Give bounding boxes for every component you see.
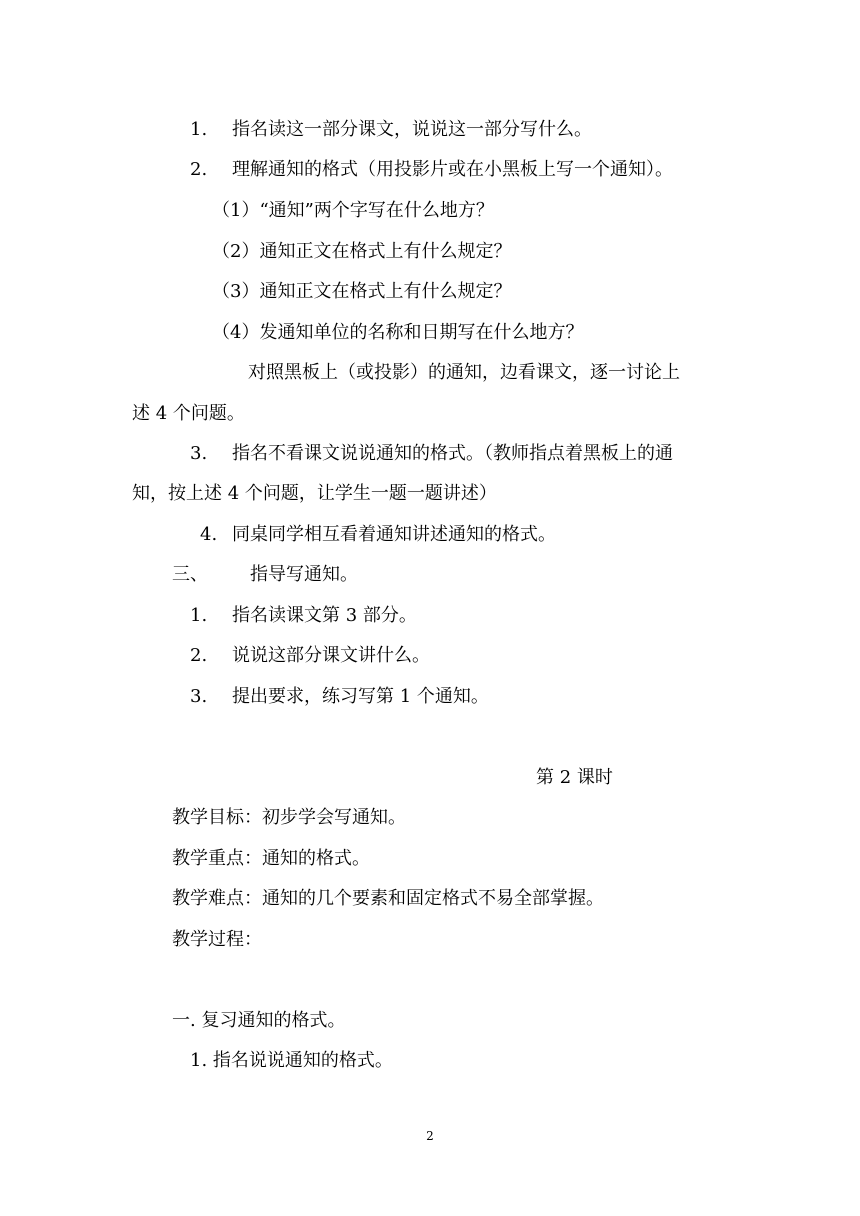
section-text: 指导写通知。 bbox=[250, 564, 358, 585]
item-text: 指名读这一部分课文，说说这一部分写什么。 bbox=[232, 119, 592, 140]
paragraph-line: 知，按上述 4 个问题，让学生一题一题讲述） bbox=[132, 483, 497, 504]
item-text: 指名不看课文说说通知的格式。（教师指点着黑板上的通 bbox=[232, 443, 673, 464]
item-number: 2. bbox=[190, 159, 208, 180]
item-1 bbox=[190, 118, 592, 142]
paragraph-line: 述 4 个问题。 bbox=[132, 403, 245, 424]
item-number: 1. bbox=[190, 605, 208, 626]
item-number: 1. bbox=[190, 119, 208, 140]
item-text: 提出要求，练习写第 1 个通知。 bbox=[232, 686, 489, 707]
item-text: 同桌同学相互看着通知讲述通知的格式。 bbox=[232, 524, 556, 545]
section-heading bbox=[172, 563, 358, 587]
item-number: 3. bbox=[190, 443, 208, 464]
section-number: 三、 bbox=[172, 564, 208, 585]
question-4: （4）发通知单位的名称和日期写在什么地方？ bbox=[212, 322, 584, 343]
teaching-difficulty: 教学难点：通知的几个要素和固定格式不易全部掌握。 bbox=[172, 888, 604, 909]
question-3: （3）通知正文在格式上有什么规定？ bbox=[212, 281, 512, 302]
item-number: 3. bbox=[190, 686, 208, 707]
teaching-key-point: 教学重点：通知的格式。 bbox=[172, 848, 370, 869]
item-text: 说说这部分课文讲什么。 bbox=[232, 645, 430, 666]
item-3 bbox=[190, 685, 489, 709]
item-2 bbox=[190, 644, 430, 668]
item-text: 指名读课文第 3 部分。 bbox=[232, 605, 417, 626]
teaching-goal: 教学目标：初步学会写通知。 bbox=[172, 807, 406, 828]
lesson-heading: 第 2 课时 bbox=[536, 767, 613, 788]
item-number: 2. bbox=[190, 645, 208, 666]
item-1 bbox=[190, 604, 417, 628]
teaching-process: 教学过程： bbox=[172, 929, 262, 950]
review-item-1: 1. 指名说说通知的格式。 bbox=[190, 1050, 393, 1071]
item-2 bbox=[190, 158, 673, 182]
question-2: （2）通知正文在格式上有什么规定？ bbox=[212, 241, 512, 262]
paragraph-line: 对照黑板上（或投影）的通知，边看课文，逐一讨论上 bbox=[248, 362, 680, 383]
page-number: 2 bbox=[426, 1129, 434, 1143]
item-4 bbox=[200, 523, 556, 547]
question-1: （1）“通知”两个字写在什么地方？ bbox=[212, 200, 494, 221]
review-heading: 一. 复习通知的格式。 bbox=[172, 1010, 346, 1031]
item-text: 理解通知的格式（用投影片或在小黑板上写一个通知）。 bbox=[232, 159, 673, 180]
item-3 bbox=[190, 442, 673, 466]
item-number: 4. bbox=[200, 524, 218, 545]
